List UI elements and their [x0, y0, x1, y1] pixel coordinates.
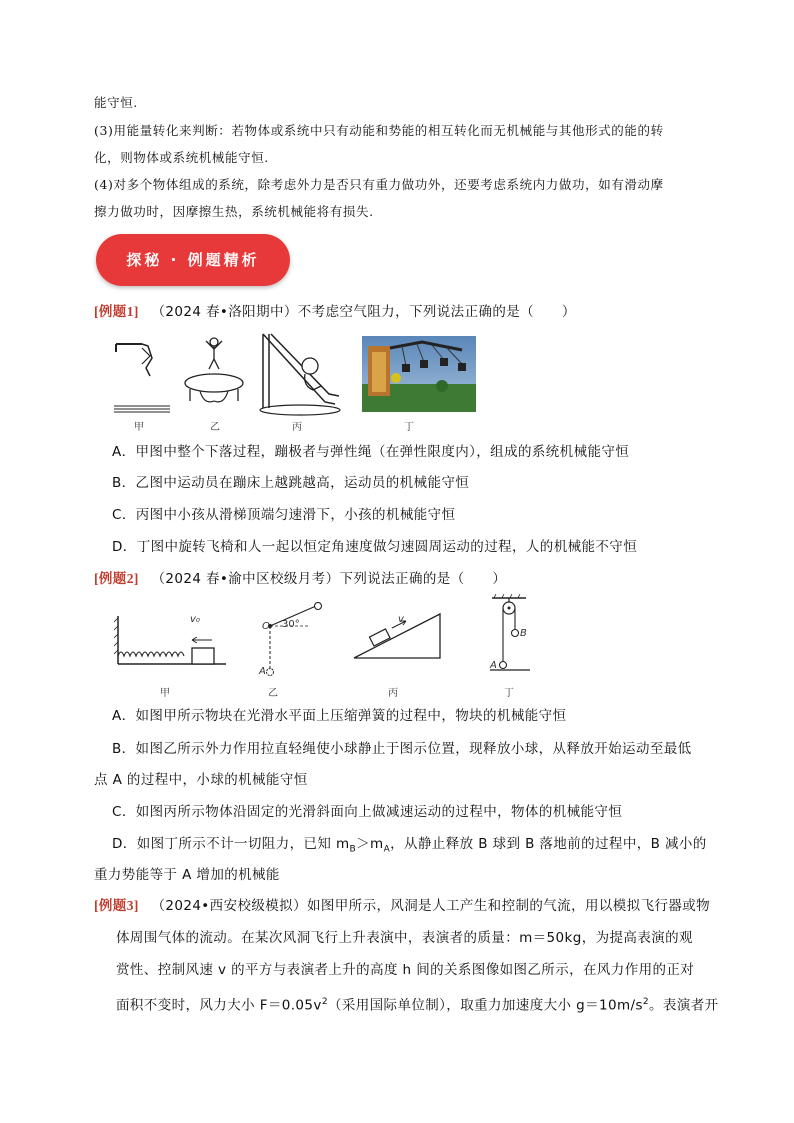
example-1-stem: （2024 春•洛阳期中）不考虑空气阻力，下列说法正确的是（ ） — [151, 304, 576, 320]
section-badge — [96, 234, 290, 286]
example-1-option-b: B．乙图中运动员在蹦床上越跳越高，运动员的机械能守恒 — [112, 475, 470, 491]
superscript: 2 — [321, 997, 328, 1007]
figure-caption: 甲 — [134, 422, 144, 433]
figure-caption: 丁 — [504, 688, 514, 699]
slide-figure — [255, 328, 345, 418]
note-line: 能守恒. — [94, 95, 138, 110]
option-d-text: ，从静止释放 B 球到 B 落地前的过程中，B 减小的 — [390, 836, 707, 852]
superscript: 2 — [642, 997, 650, 1007]
example-3-line: 赏性、控制风速 v 的平方与表演者上升的高度 h 间的关系图像如图乙所示，在风力作用的正对 — [116, 962, 695, 978]
example-3-text: 。表演者开 — [649, 997, 719, 1014]
figure-caption: 乙 — [210, 422, 220, 433]
example-3-tag: [例题3] — [94, 898, 139, 913]
example-1-stem-line — [94, 303, 576, 321]
example-3-line — [116, 993, 719, 1015]
example-2-option-d — [112, 835, 707, 859]
example-2-stem: （2024 春•渝中区校级月考）下列说法正确的是（ ） — [151, 571, 507, 587]
subscript: B — [349, 844, 357, 855]
label-b: B — [520, 628, 527, 639]
example-3-text: （2024•西安校级模拟）如图甲所示，风洞是人工产生和控制的气流，用以模拟飞行器或物 — [151, 898, 711, 914]
example-2-option-a: A．如图甲所示物块在光滑水平面上压缩弹簧的过程中，物块的机械能守恒 — [112, 708, 567, 724]
figure-caption: 丙 — [292, 422, 302, 433]
spring-block-figure — [114, 612, 228, 670]
example-1-option-d: D．丁图中旋转飞椅和人一起以恒定角速度做匀速圆周运动的过程，人的机械能不守恒 — [112, 539, 638, 555]
figure-caption: 丁 — [404, 422, 414, 433]
figure-caption: 丙 — [388, 688, 398, 699]
label-o: O — [262, 621, 270, 632]
figure-caption: 乙 — [268, 688, 278, 699]
note-line: 化，则物体或系统机械能守恒. — [94, 150, 269, 165]
example-1-tag: [例题1] — [94, 304, 139, 319]
example-2-option-b: B．如图乙所示外力作用拉直轻绳使小球静止于图示位置，现释放小球，从释放开始运动至最低 — [112, 741, 692, 757]
example-2-option-c: C．如图丙所示物体沿固定的光滑斜面向上做减速运动的过程中，物体的机械能守恒 — [112, 804, 623, 820]
example-1-option-a: A．甲图中整个下落过程，蹦极者与弹性绳（在弹性限度内），组成的系统机械能守恒 — [112, 444, 630, 460]
example-1-option-c: C．丙图中小孩从滑梯顶端匀速滑下，小孩的机械能守恒 — [112, 507, 456, 523]
bungee-figure — [112, 338, 172, 418]
note-line: (3)用能量转化来判断：若物体或系统中只有动能和势能的相互转化而无机械能与其他形式的能的转 — [94, 123, 664, 138]
example-3-line: 体周围气体的流动。在某次风洞飞行上升表演中，表演者的质量：m＝50kg，为提高表演的观 — [116, 930, 693, 946]
option-d-text: ＞m — [356, 836, 384, 852]
label-a: A — [259, 666, 266, 677]
example-2-option-b-cont: 点 A 的过程中，小球的机械能守恒 — [94, 772, 308, 788]
label-a-pulley: A — [490, 660, 497, 671]
example-3-line — [94, 897, 710, 915]
figure-caption: 甲 — [160, 688, 170, 699]
section-badge-label: 探秘 · 例题精析 — [126, 251, 260, 269]
label-angle: 30° — [282, 619, 300, 630]
option-d-text: D．如图丁所示不计一切阻力，已知 m — [112, 836, 350, 852]
example-2-tag: [例题2] — [94, 571, 139, 586]
example-3-text: 面积不变时，风力大小 F＝0.05v — [116, 997, 322, 1014]
label-v0: v₀ — [190, 614, 200, 625]
swing-ride-photo — [362, 336, 476, 412]
example-2-option-d-cont: 重力势能等于 A 增加的机械能 — [94, 867, 280, 883]
trampoline-figure — [182, 335, 246, 415]
note-line: 擦力做功时，因摩擦生热，系统机械能将有损失. — [94, 204, 374, 219]
subscript: A — [383, 844, 391, 855]
label-v: v — [398, 614, 404, 625]
note-line: (4)对多个物体组成的系统，除考虑外力是否只有重力做功外，还要考虑系统内力做功，如有滑动摩 — [94, 177, 664, 192]
example-2-stem-line — [94, 570, 506, 588]
example-3-text: （采用国际单位制），取重力加速度大小 g＝10m/s — [327, 997, 643, 1014]
